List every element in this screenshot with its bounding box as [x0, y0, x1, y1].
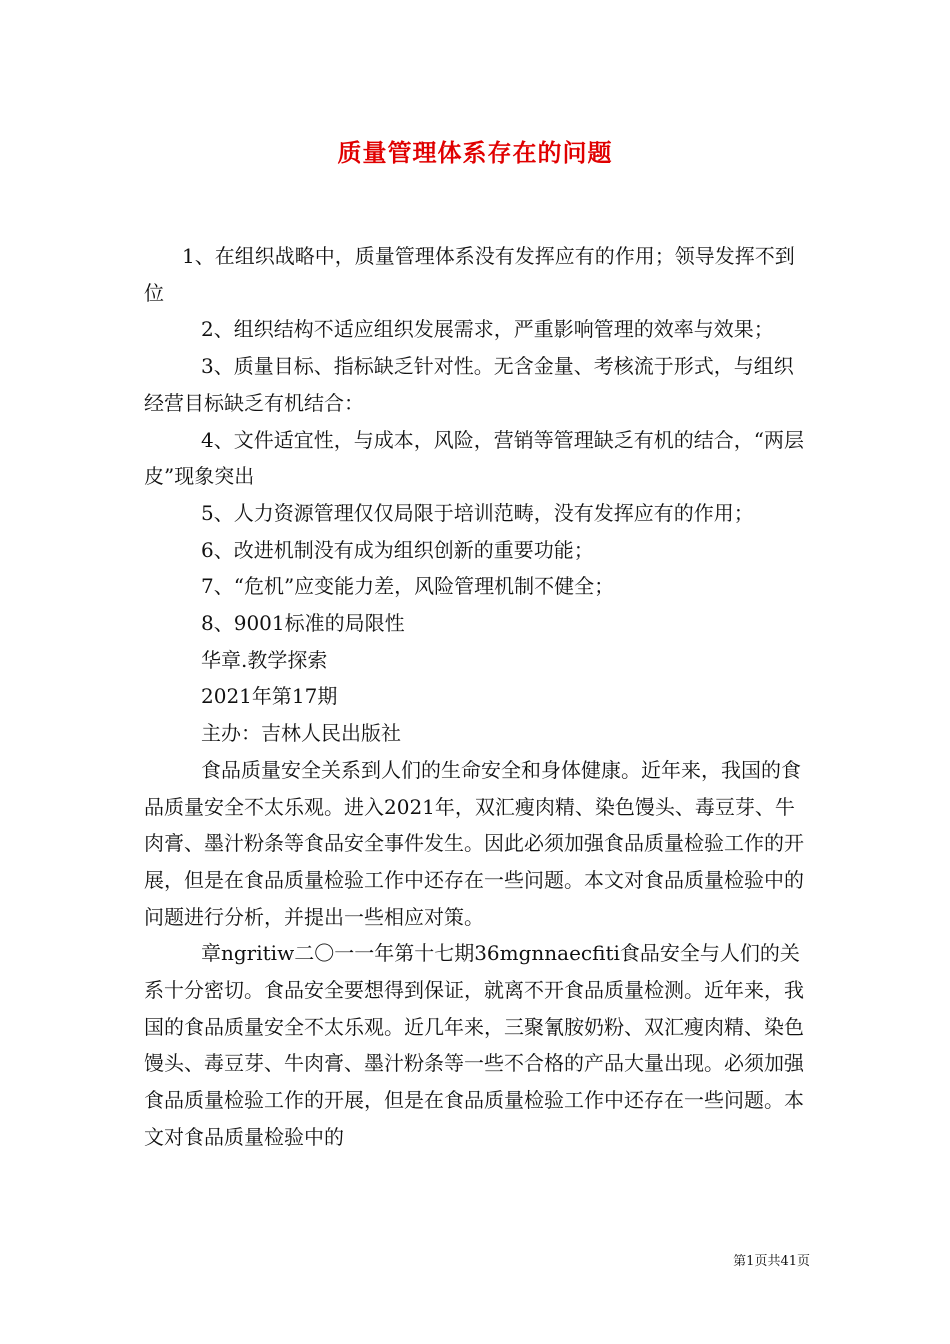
list-item-5: 5、人力资源管理仅仅局限于培训范畴，没有发挥应有的作用；: [201, 500, 754, 525]
paragraph-2: 章ngritiw二〇一一年第十七期36mgnnaecfiti食品安全与人们的关系十分密切。食品安全要想得到保证，就离不开食品质量检测。近年来，我国的食品质量安全不太乐观。近几年来，三聚氰胺奶粉、双汇瘦肉精、染色馒头、毒豆芽、牛肉膏、墨汁粉条等一些不合格的产品大量出现。必须加强食品质量检验工作的开展，但是在食品质量检验工作中还存在一些问题。本文对食品质量检验中的: [144, 941, 804, 1149]
list-item-1: 1、在组织战略中，质量管理体系没有发挥应有的作用；领导发挥不到位: [144, 244, 795, 305]
paragraph-1: 食品质量安全关系到人们的生命安全和身体健康。近年来，我国的食品质量安全不太乐观。进入2021年，双汇瘦肉精、染色馒头、毒豆芽、牛肉膏、墨汁粉条等食品安全事件发生。因此必须加强食品质量检验工作的开展，但是在食品质量检验工作中还存在一些问题。本文对食品质量检验中的问题进行分析，并提出一些相应对策。: [144, 757, 804, 929]
list-item-6: 6、改进机制没有成为组织创新的重要功能；: [201, 537, 594, 562]
list-item-2: 2、组织结构不适应组织发展需求，严重影响管理的效率与效果；: [201, 317, 774, 342]
journal-issue: 2021年第17期: [201, 684, 338, 709]
page-title: 质量管理体系存在的问题: [337, 138, 613, 167]
page-number: 第1页共41页: [733, 1254, 810, 1269]
list-item-7: 7、“危机”应变能力差，风险管理机制不健全；: [201, 574, 615, 599]
journal-name: 华章.教学探索: [201, 647, 328, 672]
list-item-8: 8、9001标准的局限性: [201, 611, 405, 636]
document-body: [144, 238, 809, 1156]
journal-publisher: 主办：吉林人民出版社: [201, 721, 401, 746]
list-item-4: 4、文件适宜性，与成本，风险，营销等管理缺乏有机的结合，“两层皮”现象突出: [144, 427, 804, 489]
list-item-3: 3、质量目标、指标缺乏针对性。无含金量、考核流于形式，与组织经营目标缺乏有机结合：: [144, 354, 794, 415]
